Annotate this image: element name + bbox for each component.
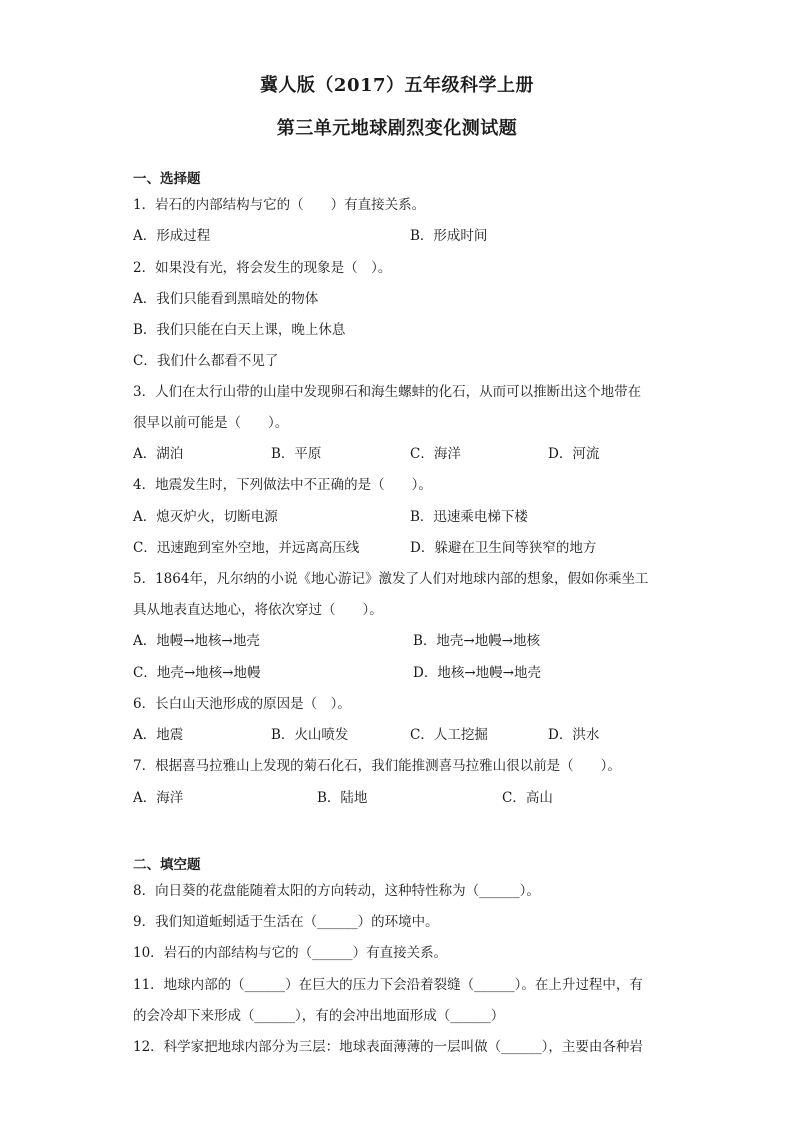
q3-option-b: B．平原 (271, 446, 322, 462)
question-4: 4．地震发生时，下列做法中不正确的是（ ）。 (133, 477, 432, 493)
question-9: 9．我们知道蚯蚓适于生活在（______）的环境中。 (133, 914, 439, 930)
q3-option-d: D．河流 (548, 446, 600, 462)
q5-option-d: D．地核→地幔→地壳 (413, 665, 541, 681)
question-11-line-1: 11．地球内部的（______）在巨大的压力下会沿着裂缝（______）。在上升过程中，有 (133, 977, 643, 993)
question-2: 2．如果没有光，将会发生的现象是（ ）。 (133, 260, 392, 276)
q4-option-a: A．熄灭炉火，切断电源 (133, 509, 278, 525)
q6-option-a: A．地震 (133, 727, 184, 743)
question-7: 7．根据喜马拉雅山上发现的菊石化石，我们能推测喜马拉雅山很以前是（ ）。 (133, 758, 621, 774)
page-title: 冀人版（2017）五年级科学上册 (259, 75, 535, 96)
q4-option-d: D．躲避在卫生间等狭窄的地方 (410, 540, 597, 556)
q3-option-c: C．海洋 (410, 446, 461, 462)
question-12-line-1: 12．科学家把地球内部分为三层：地球表面薄薄的一层叫做（______），主要由各种岩 (133, 1039, 643, 1055)
q7-option-b: B．陆地 (317, 790, 368, 806)
q2-option-b: B．我们只能在白天上课，晚上休息 (133, 322, 346, 338)
q5-option-a: A．地幔→地核→地壳 (133, 633, 260, 649)
q5-option-c: C．地壳→地核→地幔 (133, 665, 261, 681)
question-10: 10．岩石的内部结构与它的（______）有直接关系。 (133, 945, 448, 961)
q6-option-c: C．人工挖掘 (410, 727, 488, 743)
question-8: 8．向日葵的花盘能随着太阳的方向转动，这种特性称为（______）。 (133, 883, 540, 899)
question-11-line-2: 的会冷却下来形成（______），有的会冲出地面形成（______） (133, 1008, 505, 1024)
page-subtitle: 第三单元地球剧烈变化测试题 (276, 118, 518, 139)
question-1: 1．岩石的内部结构与它的（ ）有直接关系。 (133, 197, 426, 213)
section-heading-choice: 一、选择题 (133, 171, 201, 187)
q1-option-a: A．形成过程 (133, 228, 211, 244)
section-heading-fill-in: 二、填空题 (133, 857, 201, 873)
q4-option-c: C．迅速跑到室外空地，并远离高压线 (133, 540, 360, 556)
q6-option-d: D．洪水 (548, 727, 600, 743)
q1-option-b: B．形成时间 (410, 228, 488, 244)
q2-option-c: C．我们什么都看不见了 (133, 353, 279, 369)
q6-option-b: B．火山喷发 (271, 727, 349, 743)
q3-option-a: A．湖泊 (133, 446, 184, 462)
q5-option-b: B．地壳→地幔→地核 (413, 633, 541, 649)
question-5-line-2: 具从地表直达地心，将依次穿过（ ）。 (133, 602, 383, 618)
question-3-line-2: 很早以前可能是（ ）。 (133, 415, 289, 431)
q4-option-b: B．迅速乘电梯下楼 (410, 509, 528, 525)
q7-option-a: A．海洋 (133, 790, 184, 806)
question-6: 6．长白山天池形成的原因是（ ）。 (133, 696, 351, 712)
question-3-line-1: 3．人们在太行山带的山崖中发现卵石和海生螺蚌的化石，从而可以推断出这个地带在 (133, 384, 642, 400)
question-5-line-1: 5．1864年，凡尔纳的小说《地心游记》激发了人们对地球内部的想象，假如你乘坐工 (133, 571, 649, 587)
q7-option-c: C．高山 (502, 790, 553, 806)
q2-option-a: A．我们只能看到黑暗处的物体 (133, 291, 319, 307)
